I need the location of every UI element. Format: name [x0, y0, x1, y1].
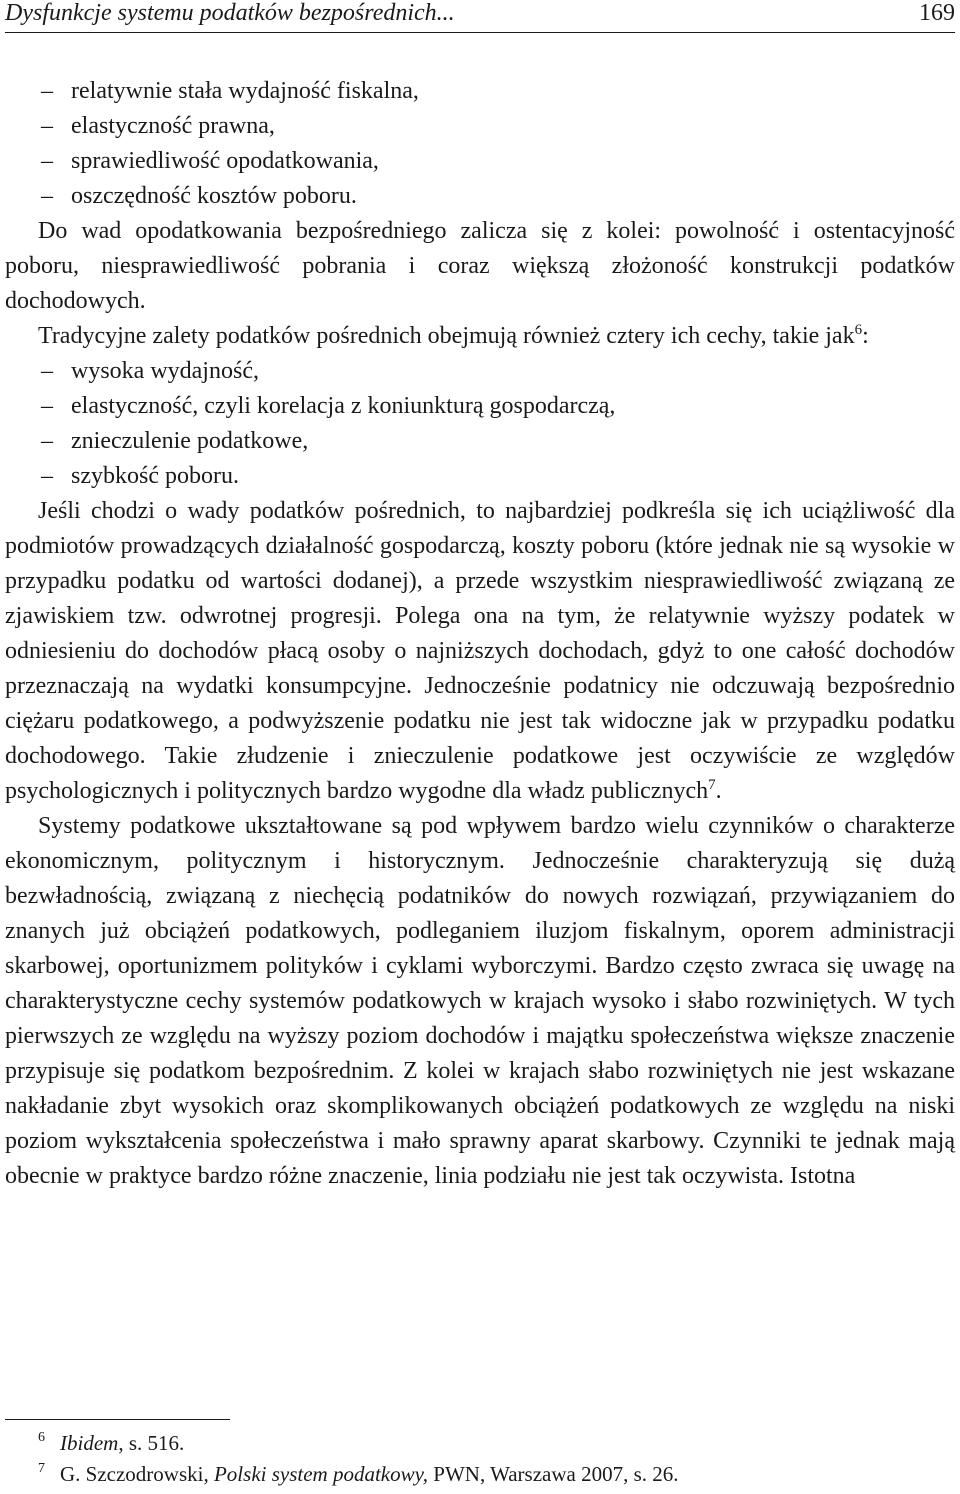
list-item-text: oszczędność kosztów poboru. [71, 183, 357, 209]
list-item-text: relatywnie stała wydajność fiskalna, [71, 78, 419, 104]
list-item [5, 74, 955, 109]
footnote-divider [5, 1419, 230, 1420]
list-item [5, 424, 955, 459]
list-dash: – [41, 113, 53, 139]
footnote-ref[interactable]: 7 [708, 777, 716, 793]
list-item [5, 109, 955, 144]
list-dash: – [41, 463, 53, 489]
list-item-text: sprawiedliwość opodatkowania, [71, 148, 379, 174]
list-dash: – [41, 148, 53, 174]
paragraph-text: Tradycyjne zalety podatków pośrednich obejmują również cztery ich cechy, takie jak [38, 323, 855, 349]
page-number: 169 [919, 0, 955, 26]
paragraph: Systemy podatkowe ukształtowane są pod wpływem bardzo wielu czynników o charakterze ekonomicznym, politycznym i historycznym. Jednocześnie charakteryzują się dużą bezwładnością, związaną z niechęcią podatników do nowych rozwiązań, przywiązaniem do znanych już obciążeń podatkowych, podleganiem iluzjom fiskalnym, oporem administracji skarbowej, oportunizmem polityków i cyklami wyborczymi. Bardzo często zwraca się uwagę na charakterystyczne cechy systemów podatkowych w krajach wysoko i słabo rozwiniętych. W tych pierwszych ze względu na wyższy poziom dochodów i majątku społeczeństwa większe znaczenie przypisuje się podatkom bezpośrednim. Z kolei w krajach słabo rozwiniętych nie jest wskazane nakładanie zbyt wysokich oraz skomplikowanych obciążeń podatkowych ze względu na niski poziom wykształcenia społeczeństwa i mało sprawny aparat skarbowy. Czynniki te jednak mają obecnie w praktyce bardzo różne znaczenie, linia podziału nie jest tak oczywista. Istotna [5, 813, 955, 1189]
main-text [5, 74, 955, 1194]
list-dash: – [41, 358, 53, 384]
paragraph-tail: : [862, 323, 869, 349]
footnote-italic: Ibidem [60, 1431, 119, 1455]
list-dash: – [41, 393, 53, 419]
paragraph-text: Jeśli chodzi o wady podatków pośrednich, to najbardziej podkreśla się ich uciążliwość dla podmiotów prowadzących działalność gospodarczą, koszty poboru (które jednak nie są wysokie w przypadku podatku od wartości dodanej), a przede wszystkim niesprawiedliwość związaną ze zjawiskiem tzw. odwrotnej progresji. Polega ona na tym, że relatywnie wyższy podatek w odniesieniu do dochodów płacą osoby o najniższych dochodach, gdyż to one całość dochodów przeznaczają na wydatki konsumpcyjne. Jednocześnie podatnicy nie odczuwają bezpośrednio ciężaru podatkowego, a podwyższenie podatku nie jest tak widoczne jak w przypadku podatku dochodowego. Takie złudzenie i znieczulenie podatkowe jest oczywiście ze względów psychologicznych i politycznych bardzo wygodne dla władz publicznych [5, 498, 955, 804]
footnote-text [38, 1431, 184, 1455]
footnote-number: 7 [38, 1461, 45, 1476]
footnote-author: G. Szczodrowski, [60, 1462, 214, 1486]
footnote-italic: Polski system podatkowy, [213, 1462, 429, 1486]
footnote-rest: , s. 516. [118, 1431, 185, 1455]
list-dash: – [41, 183, 53, 209]
advantages-direct-list [5, 74, 955, 214]
paragraph [5, 494, 955, 809]
footnote-7 [5, 1459, 955, 1490]
list-item-text: elastyczność, czyli korelacja z koniunkturą gospodarczą, [71, 393, 616, 419]
list-item [5, 459, 955, 494]
footnote-number: 6 [38, 1430, 45, 1445]
list-item [5, 389, 955, 424]
list-item-text: elastyczność prawna, [71, 113, 275, 139]
footnote-text [38, 1462, 679, 1486]
running-title: Dysfunkcje systemu podatków bezpośrednich... [5, 0, 455, 26]
page-header [5, 0, 955, 33]
footnote-rest: PWN, Warszawa 2007, s. 26. [428, 1462, 679, 1486]
list-item [5, 354, 955, 389]
list-item-text: znieczulenie podatkowe, [71, 428, 309, 454]
list-dash: – [41, 428, 53, 454]
footnotes [5, 1428, 955, 1490]
advantages-indirect-list [5, 354, 955, 494]
paragraph: Do wad opodatkowania bezpośredniego zalicza się z kolei: powolność i ostentacyjność poboru, niesprawiedliwość pobrania i coraz większą złożoność konstrukcji podatków dochodowych. [5, 218, 955, 314]
list-dash: – [41, 78, 53, 104]
list-item-text: szybkość poboru. [71, 463, 239, 489]
list-item [5, 144, 955, 179]
paragraph-tail: . [715, 778, 722, 804]
paragraph [5, 319, 955, 354]
footnote-ref[interactable]: 6 [854, 322, 863, 338]
list-item [5, 179, 955, 214]
footnote-6 [5, 1428, 955, 1459]
list-item-text: wysoka wydajność, [71, 358, 259, 384]
